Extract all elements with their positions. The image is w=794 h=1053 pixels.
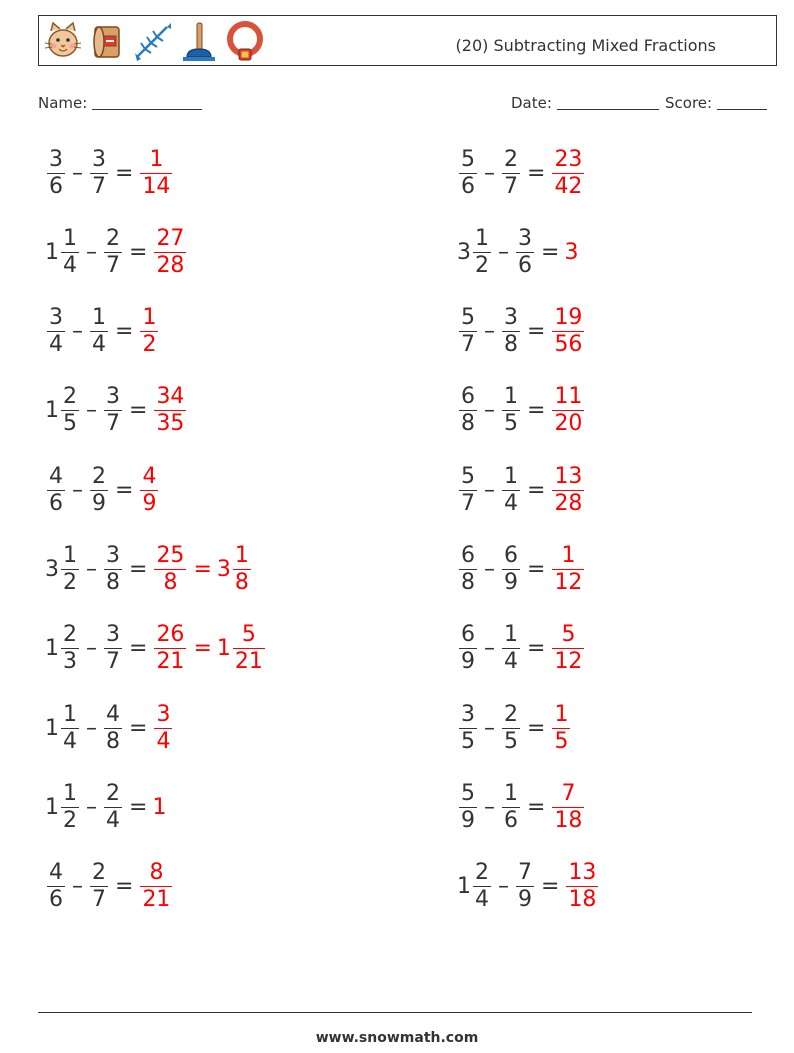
answer-denominator: 21 [156,649,185,675]
minuend-fraction [61,543,79,596]
equals-sign: = [527,715,546,741]
answer-numerator: 25 [156,543,185,568]
answer-fraction [552,781,584,834]
minuend-fraction [459,384,477,437]
subtrahend-denominator: 8 [106,570,120,595]
minuend-whole: 1 [45,398,59,424]
answer-denominator: 21 [142,887,171,913]
minuend-denominator: 6 [49,490,63,516]
equals-sign: = [527,319,546,345]
answer [550,543,586,596]
answer-numerator: 4 [142,463,157,489]
answer-denominator: 8 [234,570,249,595]
minuend-numerator: 4 [49,860,63,886]
equals-sign: = [527,557,546,582]
subtrahend-denominator: 7 [92,173,106,199]
answer-numerator: 11 [554,384,583,410]
minuend-numerator: 6 [461,543,475,568]
subtrahend-fraction [104,384,122,437]
subtrahend-numerator: 1 [504,780,518,806]
minuend-fraction [47,860,65,913]
minuend-numerator: 2 [63,622,77,648]
subtrahend-numerator: 2 [92,860,106,886]
subtrahend-denominator: 5 [504,411,518,437]
answer-fraction [552,147,584,200]
subtrahend-fraction [90,860,108,913]
cat-face-icon [43,19,83,63]
subtrahend-fraction [502,702,520,755]
minuend-fraction [473,226,491,279]
answer-fraction [552,702,570,755]
answer-fraction [140,147,172,200]
answer-fraction [552,305,584,358]
date-field[interactable] [511,94,659,112]
answer-equals-sign: = [193,636,212,662]
worksheet-title: (20) Subtracting Mixed Fractions [455,36,716,55]
answer-fraction [154,622,186,675]
equals-sign: = [541,239,560,265]
answer-denominator: 18 [554,807,583,833]
problem-item [457,540,586,600]
subtrahend-fraction [104,781,122,834]
answer-denominator: 14 [142,173,171,199]
minuend-denominator: 4 [63,728,77,754]
minuend-numerator: 1 [475,225,489,251]
equals-sign: = [115,477,134,503]
subtrahend-numerator: 1 [504,622,518,648]
problem-item [45,698,174,758]
answer-fraction [552,464,584,517]
answer-fraction [552,543,584,596]
minuend-whole: 3 [45,557,59,582]
minuend-denominator: 7 [461,332,475,358]
problem-item [457,460,586,520]
problem-item [457,381,586,441]
minus-sign: – [86,636,97,662]
minuend-numerator: 3 [461,701,475,727]
problem-item [45,302,160,362]
subtrahend-fraction [104,702,122,755]
subtrahend-numerator: 2 [106,225,120,251]
minuend-fraction [459,622,477,675]
answer-fraction [154,702,172,755]
date-blank[interactable] [557,95,659,110]
equals-sign: = [129,239,148,265]
subtrahend-fraction [90,464,108,517]
subtrahend-numerator: 2 [92,463,106,489]
minuend-fraction [459,702,477,755]
minuend-whole: 1 [45,239,59,265]
minuend-numerator: 1 [63,543,77,568]
minuend-fraction [61,702,79,755]
subtrahend-denominator: 4 [504,649,518,675]
score-label: Score: [665,94,713,112]
problem-item [457,143,586,203]
minuend-denominator: 8 [461,570,475,595]
answer-whole: 1 [216,636,231,662]
minuend-fraction [47,147,65,200]
answer-numerator: 8 [149,860,164,886]
answer-fraction [552,384,584,437]
equals-sign: = [115,874,134,900]
answer-numerator: 27 [156,225,185,251]
answer-integer: 1 [152,794,167,820]
plunger-icon [179,19,219,63]
subtrahend-fraction [516,860,534,913]
minuend-denominator: 4 [63,252,77,278]
problem-item [457,777,586,837]
problem-item [45,540,253,600]
minuend-numerator: 1 [63,780,77,806]
problem-item [45,381,188,441]
subtrahend-numerator: 3 [504,305,518,331]
minuend-numerator: 5 [461,780,475,806]
score-field[interactable] [665,94,767,112]
subtrahend-denominator: 7 [106,649,120,675]
fishbone-icon [131,19,175,63]
answer [550,464,586,517]
answer-numerator: 1 [149,146,164,172]
drum-icon [89,19,125,63]
minuend-denominator: 7 [461,490,475,516]
minuend-denominator: 6 [49,887,63,913]
subtrahend-numerator: 3 [106,622,120,648]
problem-item [45,143,174,203]
subtrahend-fraction [502,622,520,675]
answer-fraction [552,622,584,675]
answer [152,795,166,820]
answer-fraction [154,384,186,437]
subtrahend-fraction [90,147,108,200]
answer-fraction [140,464,158,517]
answer-denominator: 12 [554,649,583,675]
subtrahend-fraction [502,464,520,517]
subtrahend-numerator: 3 [92,146,106,172]
problem-item [45,619,267,679]
minuend-fraction [47,464,65,517]
answer [138,464,160,517]
answer-numerator: 26 [156,622,185,648]
subtrahend-numerator: 7 [518,860,532,886]
minus-sign: – [498,874,509,900]
answer-whole: 3 [216,557,231,582]
subtrahend-denominator: 4 [504,490,518,516]
answer-denominator: 28 [156,252,185,278]
equals-sign: = [129,557,148,582]
minuend-numerator: 1 [63,701,77,727]
answer-numerator: 1 [561,543,576,568]
minuend-numerator: 6 [461,622,475,648]
answer [152,702,174,755]
minuend-numerator: 5 [461,305,475,331]
answer-denominator: 8 [163,570,178,595]
minuend-whole: 1 [45,715,59,741]
answer-numerator: 1 [142,305,157,331]
minuend-fraction [47,305,65,358]
answer-numerator: 7 [561,780,576,806]
minuend-denominator: 2 [63,807,77,833]
subtrahend-numerator: 2 [106,780,120,806]
problem-item [457,698,572,758]
minus-sign: – [72,874,83,900]
minuend-fraction [459,147,477,200]
date-label: Date: [511,94,552,112]
minuend-fraction [459,464,477,517]
ring-icon [223,19,267,63]
minus-sign: – [484,636,495,662]
subtrahend-numerator: 1 [92,305,106,331]
answer-fraction [154,543,186,596]
answer-numerator: 34 [156,384,185,410]
answer-denominator: 35 [156,411,185,437]
subtrahend-numerator: 2 [504,701,518,727]
subtrahend-fraction [90,305,108,358]
subtrahend-numerator: 3 [518,225,532,251]
answer-numerator: 1 [554,701,569,727]
subtrahend-fraction [502,543,520,596]
subtrahend-denominator: 9 [518,887,532,913]
answer-numerator: 23 [554,146,583,172]
minuend-whole: 1 [45,794,59,820]
answer [550,384,586,437]
answer-equals-sign: = [193,557,212,582]
minuend-fraction [61,226,79,279]
answer [152,622,266,675]
minuend-numerator: 2 [475,860,489,886]
answer-numerator: 13 [568,860,597,886]
subtrahend-numerator: 1 [504,463,518,489]
minuend-fraction [459,543,477,596]
minus-sign: – [484,557,495,582]
name-label: Name: [38,94,88,112]
subtrahend-fraction [502,147,520,200]
subtrahend-denominator: 5 [504,728,518,754]
subtrahend-fraction [502,305,520,358]
answer-integer: 3 [564,239,579,265]
answer [564,240,578,265]
answer [550,702,572,755]
subtrahend-denominator: 6 [504,807,518,833]
minuend-whole: 1 [45,636,59,662]
subtrahend-fraction [516,226,534,279]
subtrahend-denominator: 6 [518,252,532,278]
equals-sign: = [129,715,148,741]
subtrahend-denominator: 4 [106,807,120,833]
worksheet-header [38,15,777,66]
subtrahend-denominator: 4 [92,332,106,358]
minuend-denominator: 9 [461,807,475,833]
answer-denominator: 20 [554,411,583,437]
answer [550,305,586,358]
minus-sign: – [86,398,97,424]
answer-numerator: 3 [156,701,171,727]
problem-item [45,460,160,520]
subtrahend-denominator: 8 [504,332,518,358]
minus-sign: – [86,715,97,741]
problem-item [457,619,586,679]
equals-sign: = [115,160,134,186]
equals-sign: = [129,794,148,820]
subtrahend-fraction [104,226,122,279]
answer-fraction [233,622,265,675]
minuend-whole: 3 [457,239,471,265]
minuend-fraction [459,305,477,358]
minuend-denominator: 5 [63,411,77,437]
minuend-fraction [61,622,79,675]
answer [550,147,586,200]
answer-numerator: 1 [234,543,249,568]
subtrahend-numerator: 4 [106,701,120,727]
minuend-whole: 1 [457,874,471,900]
answer-fraction [566,860,598,913]
minuend-denominator: 5 [461,728,475,754]
minuend-numerator: 2 [63,384,77,410]
minuend-fraction [459,781,477,834]
minuend-denominator: 4 [475,887,489,913]
subtrahend-denominator: 7 [106,252,120,278]
subtrahend-numerator: 6 [504,543,518,568]
answer [550,622,586,675]
subtrahend-denominator: 7 [504,173,518,199]
answer-numerator: 13 [554,463,583,489]
equals-sign: = [115,319,134,345]
answer-fraction [154,226,186,279]
minus-sign: – [484,160,495,186]
minus-sign: – [484,715,495,741]
answer-denominator: 5 [554,728,569,754]
minus-sign: – [86,239,97,265]
answer [564,860,600,913]
answer-fraction [233,543,251,596]
minuend-denominator: 3 [63,649,77,675]
answer [152,384,188,437]
minuend-numerator: 3 [49,146,63,172]
minuend-denominator: 8 [461,411,475,437]
problem-item [457,222,578,282]
minus-sign: – [72,319,83,345]
minus-sign: – [86,794,97,820]
answer-fraction [140,305,158,358]
name-field[interactable] [38,94,202,112]
minuend-denominator: 4 [49,332,63,358]
minuend-denominator: 9 [461,649,475,675]
subtrahend-denominator: 9 [504,570,518,595]
minuend-numerator: 4 [49,463,63,489]
answer-denominator: 56 [554,332,583,358]
problem-item [45,777,166,837]
subtrahend-denominator: 9 [92,490,106,516]
minuend-numerator: 3 [49,305,63,331]
answer-fraction [140,860,172,913]
answer [550,781,586,834]
subtrahend-denominator: 7 [106,411,120,437]
minus-sign: – [498,239,509,265]
minuend-fraction [61,384,79,437]
minus-sign: – [484,477,495,503]
answer-denominator: 12 [554,570,583,595]
minuend-numerator: 1 [63,225,77,251]
answer [152,543,252,596]
minus-sign: – [72,160,83,186]
footer-url: www.snowmath.com [315,1030,479,1046]
minuend-fraction [61,781,79,834]
equals-sign: = [541,874,560,900]
subtrahend-fraction [502,781,520,834]
equals-sign: = [527,794,546,820]
subtrahend-denominator: 7 [92,887,106,913]
minus-sign: – [86,557,97,582]
answer [138,147,174,200]
footer-divider [38,1012,752,1013]
answer-denominator: 9 [142,490,157,516]
subtrahend-numerator: 1 [504,384,518,410]
minus-sign: – [72,477,83,503]
subtrahend-fraction [104,622,122,675]
minus-sign: – [484,398,495,424]
minus-sign: – [484,319,495,345]
subtrahend-numerator: 3 [106,384,120,410]
minuend-fraction [473,860,491,913]
score-blank[interactable] [717,95,767,110]
answer-numerator: 5 [241,622,256,648]
minuend-numerator: 5 [461,463,475,489]
equals-sign: = [129,398,148,424]
answer-numerator: 19 [554,305,583,331]
subtrahend-fraction [104,543,122,596]
problem-item [457,857,600,917]
minuend-denominator: 6 [461,173,475,199]
name-blank[interactable] [92,95,202,110]
equals-sign: = [527,477,546,503]
subtrahend-denominator: 8 [106,728,120,754]
answer-denominator: 42 [554,173,583,199]
equals-sign: = [129,636,148,662]
answer-denominator: 18 [568,887,597,913]
minus-sign: – [484,794,495,820]
minuend-denominator: 2 [475,252,489,278]
answer [138,860,174,913]
answer [152,226,188,279]
problem-item [45,222,188,282]
answer-denominator: 4 [156,728,171,754]
problem-item [45,857,174,917]
subtrahend-numerator: 2 [504,146,518,172]
equals-sign: = [527,398,546,424]
answer-numerator: 5 [561,622,576,648]
answer-denominator: 21 [234,649,263,675]
answer-denominator: 2 [142,332,157,358]
answer [138,305,160,358]
answer-denominator: 28 [554,490,583,516]
problem-item [457,302,586,362]
minuend-numerator: 6 [461,384,475,410]
minuend-denominator: 6 [49,173,63,199]
minuend-numerator: 5 [461,146,475,172]
equals-sign: = [527,160,546,186]
subtrahend-fraction [502,384,520,437]
equals-sign: = [527,636,546,662]
minuend-denominator: 2 [63,570,77,595]
subtrahend-numerator: 3 [106,543,120,568]
